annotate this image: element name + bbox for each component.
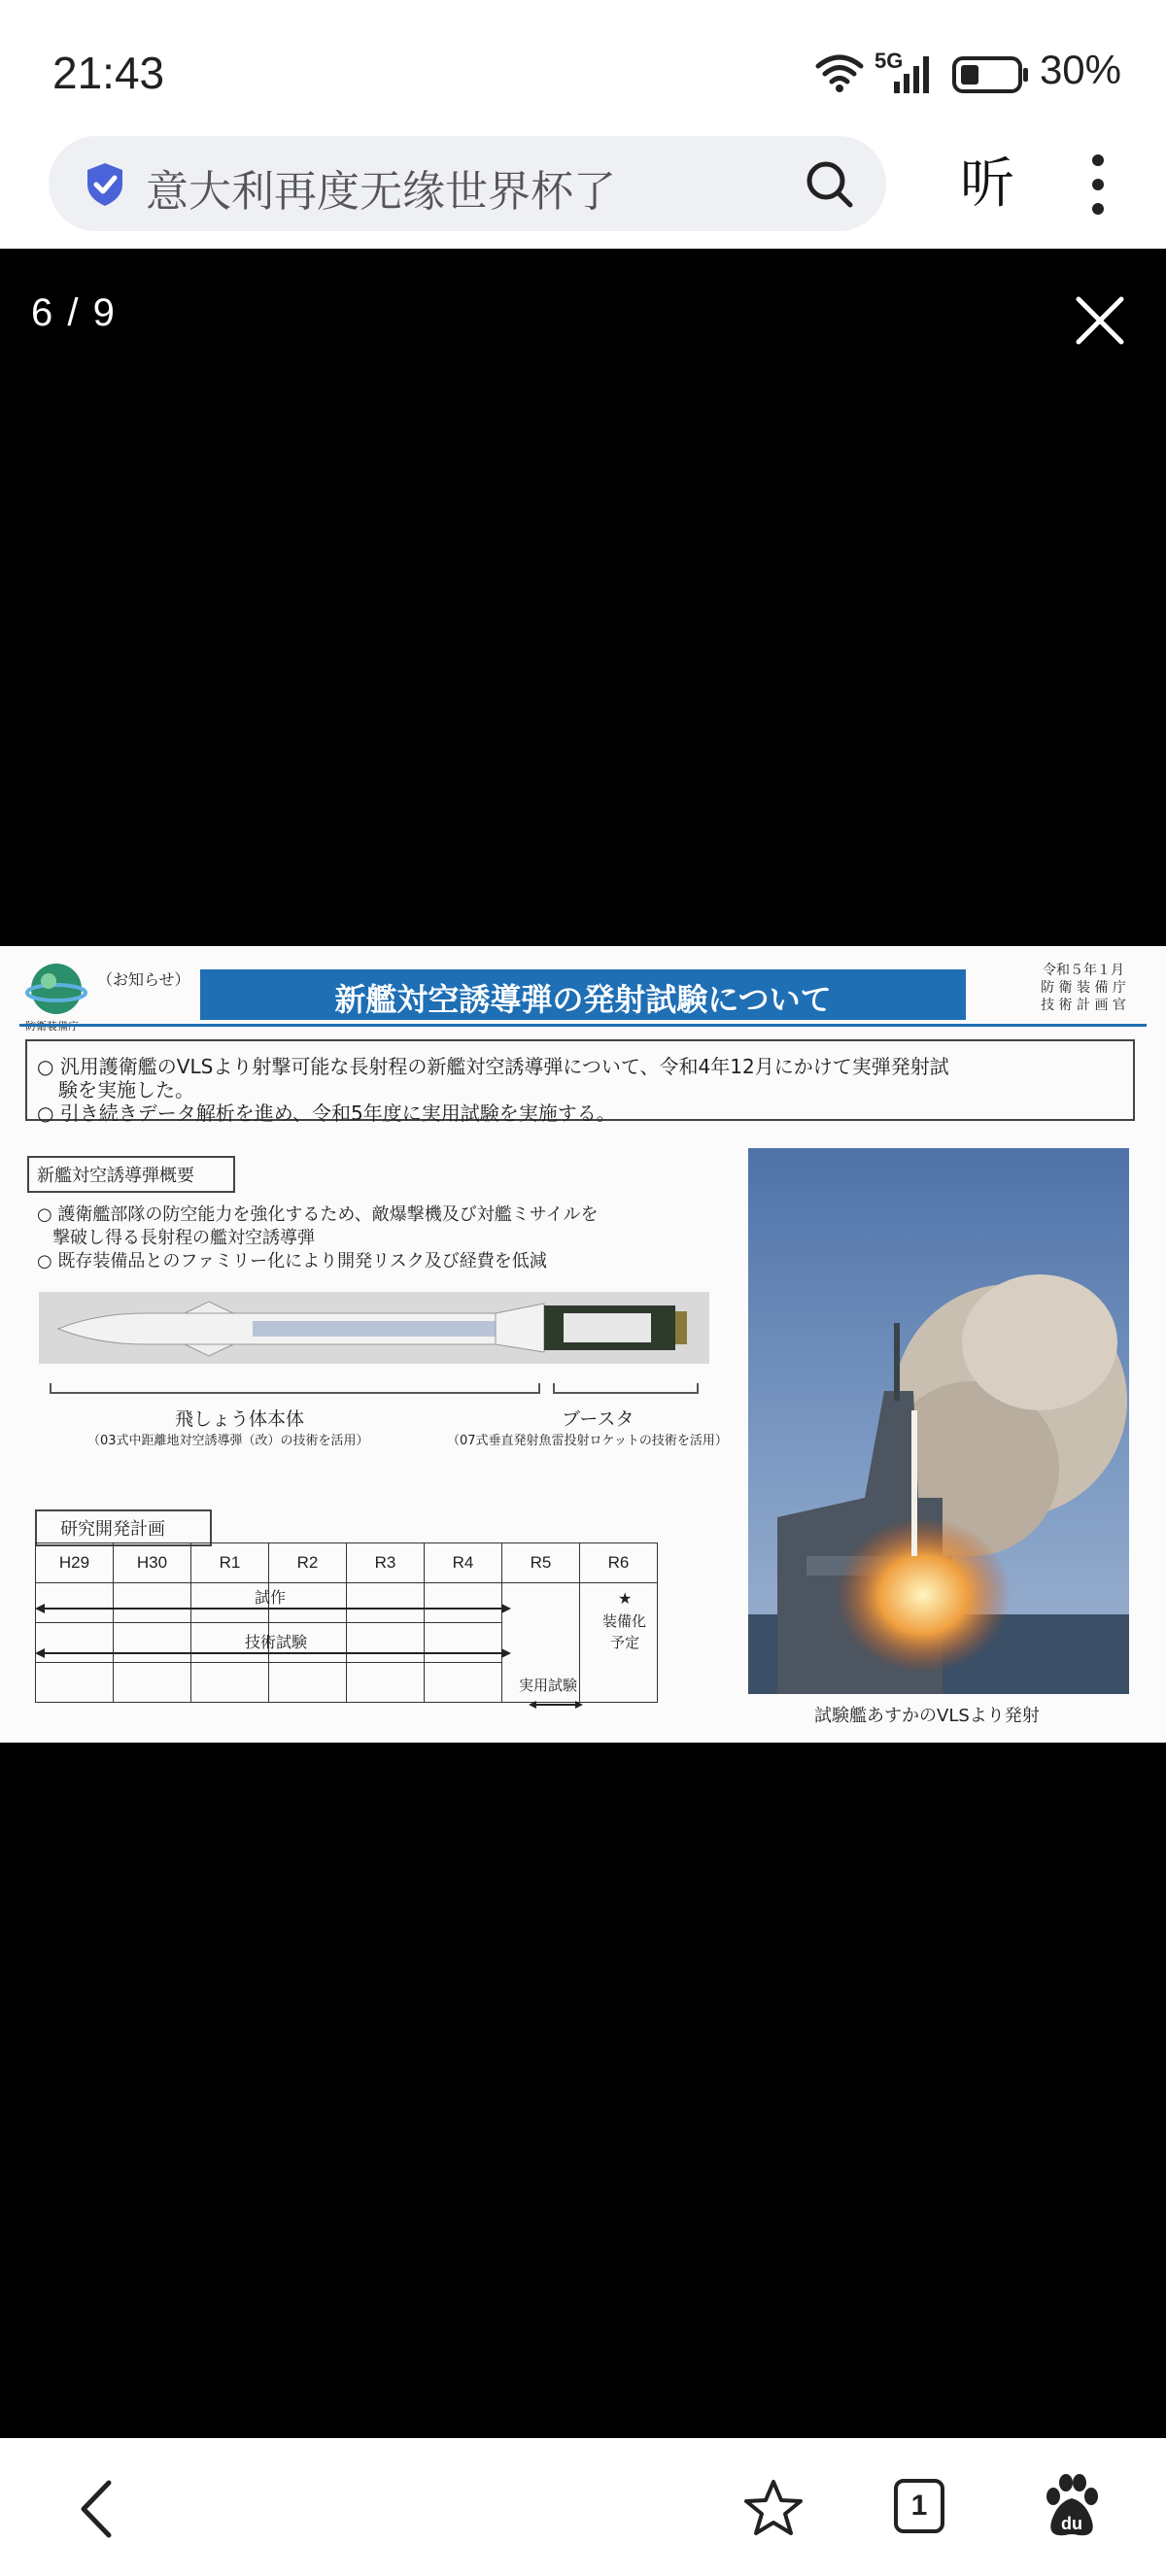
status-bar [0,0,1166,136]
missile-body-note: （03式中距離地対空誘導弾（改）の技術を活用） [87,1434,369,1448]
date-line: 令和５年１月 [1043,963,1124,978]
document-image[interactable] [0,946,1166,1743]
search-query[interactable]: 意大利再度无缘世界杯了 [146,167,616,217]
booster-note: （07式垂直発射魚雷投射ロケットの技術を活用） [447,1434,728,1448]
date-line: 防 衛 装 備 庁 [1041,980,1126,996]
wifi-icon [814,52,865,93]
overview-label: 新艦対空誘導弾概要 [37,1166,194,1186]
diagram-brackets [49,1381,709,1401]
plan-years-row [36,1543,658,1583]
plan-year: R4 [425,1543,502,1583]
missile-body-label: 飛しょう体本体 [175,1408,305,1430]
battery-level: 30% [1039,47,1121,92]
plan-label: 研究開発計画 [60,1519,165,1540]
search-icon[interactable] [805,159,855,210]
summary-line: 験を実施した。 [58,1078,194,1102]
more-options-icon[interactable] [1069,151,1127,219]
bottom-navigation [0,2438,1166,2576]
plan-tech-test: 技術試験 [245,1633,308,1651]
plan-year: R1 [191,1543,269,1583]
plan-practical-test: 実用試験 [519,1677,578,1694]
clock: 21:43 [52,48,165,98]
deploy-label: 装備化 [602,1612,647,1630]
signal-icon [892,54,935,93]
launch-photo [748,1148,1129,1694]
plan-prototype: 試作 [255,1588,287,1607]
listen-button[interactable]: 听 [960,153,1014,216]
practical-test-arrow [529,1700,583,1710]
booster-label: ブースタ [562,1408,634,1430]
notice-tag: （お知らせ） [97,970,190,989]
plan-year: R2 [269,1543,347,1583]
plan-year: R3 [347,1543,425,1583]
ministry-logo [25,962,87,1016]
tech-test-arrow [35,1647,511,1659]
plan-year: H29 [36,1543,114,1583]
photo-caption: 試験艦あすかのVLSより発射 [814,1706,1040,1726]
date-block [1020,962,1147,1014]
overview-point: ○ 護衛艦部隊の防空能力を強化するため、敵爆撃機及び対艦ミサイルを [37,1204,599,1225]
plan-year: R6 [580,1543,658,1583]
battery-icon [952,56,1030,93]
image-counter: 6 / 9 [31,291,117,334]
deploy-label: 予定 [610,1634,640,1651]
plan-year: R5 [502,1543,580,1583]
network-type: 5G [874,49,904,73]
tabs-count: 1 [910,2490,928,2522]
baidu-paw-icon[interactable] [1040,2473,1104,2541]
document-title: 新艦対空誘導弾の発射試験について [334,981,832,1018]
tabs-button[interactable] [894,2479,944,2533]
prototype-arrow [35,1603,511,1614]
close-icon[interactable] [1069,289,1131,352]
back-icon[interactable] [72,2477,120,2541]
title-underline [19,1024,1147,1027]
overview-point: 撃破し得る長射程の艦対空誘導弾 [52,1228,315,1248]
star-icon[interactable] [742,2477,805,2539]
missile-diagram [39,1292,709,1364]
summary-line: ○ 引き続きデータ解析を進め、令和5年度に実用試験を実施する。 [37,1102,616,1125]
summary-line: ○ 汎用護衛艦のVLSより射撃可能な長射程の新艦対空誘導弾について、令和4年12月にかけて実弾発射試 [37,1055,949,1078]
plan-year: H30 [114,1543,191,1583]
shield-check-icon [84,161,126,208]
date-line: 技 術 計 画 官 [1041,998,1126,1013]
svg-text:du: du [1061,2514,1082,2533]
overview-point: ○ 既存装備品とのファミリー化により開発リスク及び経費を低減 [37,1251,547,1271]
deploy-star: ★ [618,1589,633,1608]
